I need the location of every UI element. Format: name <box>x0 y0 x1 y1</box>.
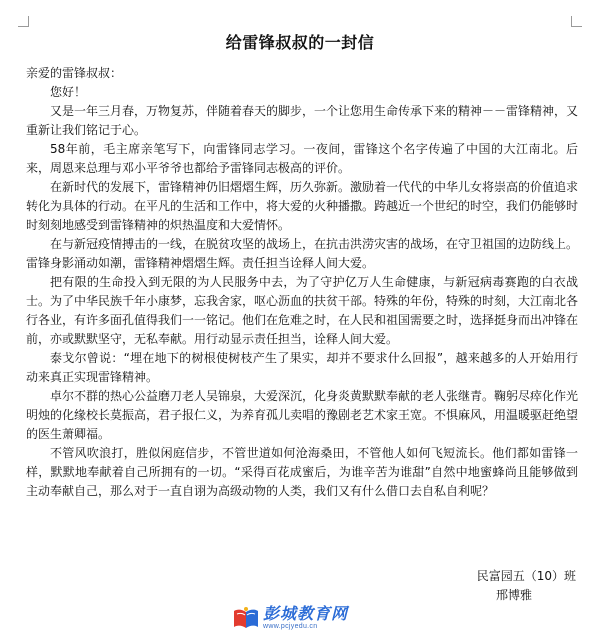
book-logo-icon <box>233 606 259 630</box>
paragraph: 又是一年三月春，万物复苏，伴随着春天的脚步，一个让您用生命传承下来的精神－－雷锋精神，又重新让我们铭记于心。 <box>26 104 579 137</box>
signature-class: 民富园五（10）班 <box>476 569 576 583</box>
paragraph: 在新时代的发展下，雷锋精神仍旧熠熠生辉，历久弥新。激励着一代代的中华儿女将崇高的价值追求转化为具体的行动。在平凡的生活和工作中，将大爱的火种播撒。跨越近一个世纪的时空，我们仍能够时时刻刻地感受到雷锋精神的炽热温度和大爱情怀。 <box>26 180 579 232</box>
logo-site-name: 彭城教育网 <box>263 604 349 623</box>
site-watermark-logo <box>233 604 348 632</box>
paragraph: 把有限的生命投入到无限的为人民服务中去，为了守护亿万人生命健康，与新冠病毒赛跑的白衣战士。为了中华民族千年小康梦，忘我舍家，呕心沥血的扶贫干部。特殊的年份，特殊的时刻，大江南北各行各业，有许多面孔值得我们一一铭记。他们在危难之时，在人民和祖国需要之时，选择挺身而出冲锋在前，亦或默默坚守，无私奉献。用行动显示责任担当，诠释人间大爱。 <box>26 275 579 346</box>
page-corner-mark-right <box>571 16 582 27</box>
logo-site-url: www.pcjyedu.cn <box>263 623 318 630</box>
letter-body <box>26 64 578 501</box>
signature-name: 邢博雅 <box>495 588 532 602</box>
paragraph: 泰戈尔曾说：“埋在地下的树根使树枝产生了果实，却并不要求什么回报”，越来越多的人开始用行动来真正实现雷锋精神。 <box>26 351 578 384</box>
paragraph: 不管风吹浪打，胜似闲庭信步，不管世道如何沧海桑田，不管他人如何飞短流长。他们都如雷锋一样，默默地奉献着自己所拥有的一切。“采得百花成蜜后，为谁辛苦为谁甜”自然中地蜜蜂尚且能够做到主动奉献自己，那么对于一直自诩为高级动物的人类，我们又有什么借口去自私自利呢？ <box>26 446 578 498</box>
salutation: 亲爱的雷锋叔叔： <box>26 66 123 80</box>
letter-title: 给雷锋叔叔的一封信 <box>225 33 375 52</box>
greeting: 您好！ <box>50 85 87 99</box>
paragraph: 在与新冠疫情搏击的一线，在脱贫攻坚的战场上，在抗击洪涝灾害的战场，在守卫祖国的边防线上。雷锋身影涌动如潮，雷锋精神熠熠生辉。责任担当诠释人间大爱。 <box>26 237 579 270</box>
page-corner-mark-left <box>18 16 29 27</box>
paragraph: 58年前，毛主席亲笔写下，向雷锋同志学习。一夜间，雷锋这个名字传遍了中国的大江南北。后来，周恩来总理与邓小平爷爷也都给予雷锋同志极高的评价。 <box>26 142 578 175</box>
paragraph: 卓尔不群的热心公益磨刀老人吴锦泉，大爱深沉，化身炎黄默默奉献的老人张继青。鞠躬尽瘁化作光明烛的化缘校长莫振高，君子报仁义，为养育孤儿卖唱的豫剧老艺术家王宽。不惧麻风，用温暖驱赶绝望的医生萧卿福。 <box>26 389 579 441</box>
